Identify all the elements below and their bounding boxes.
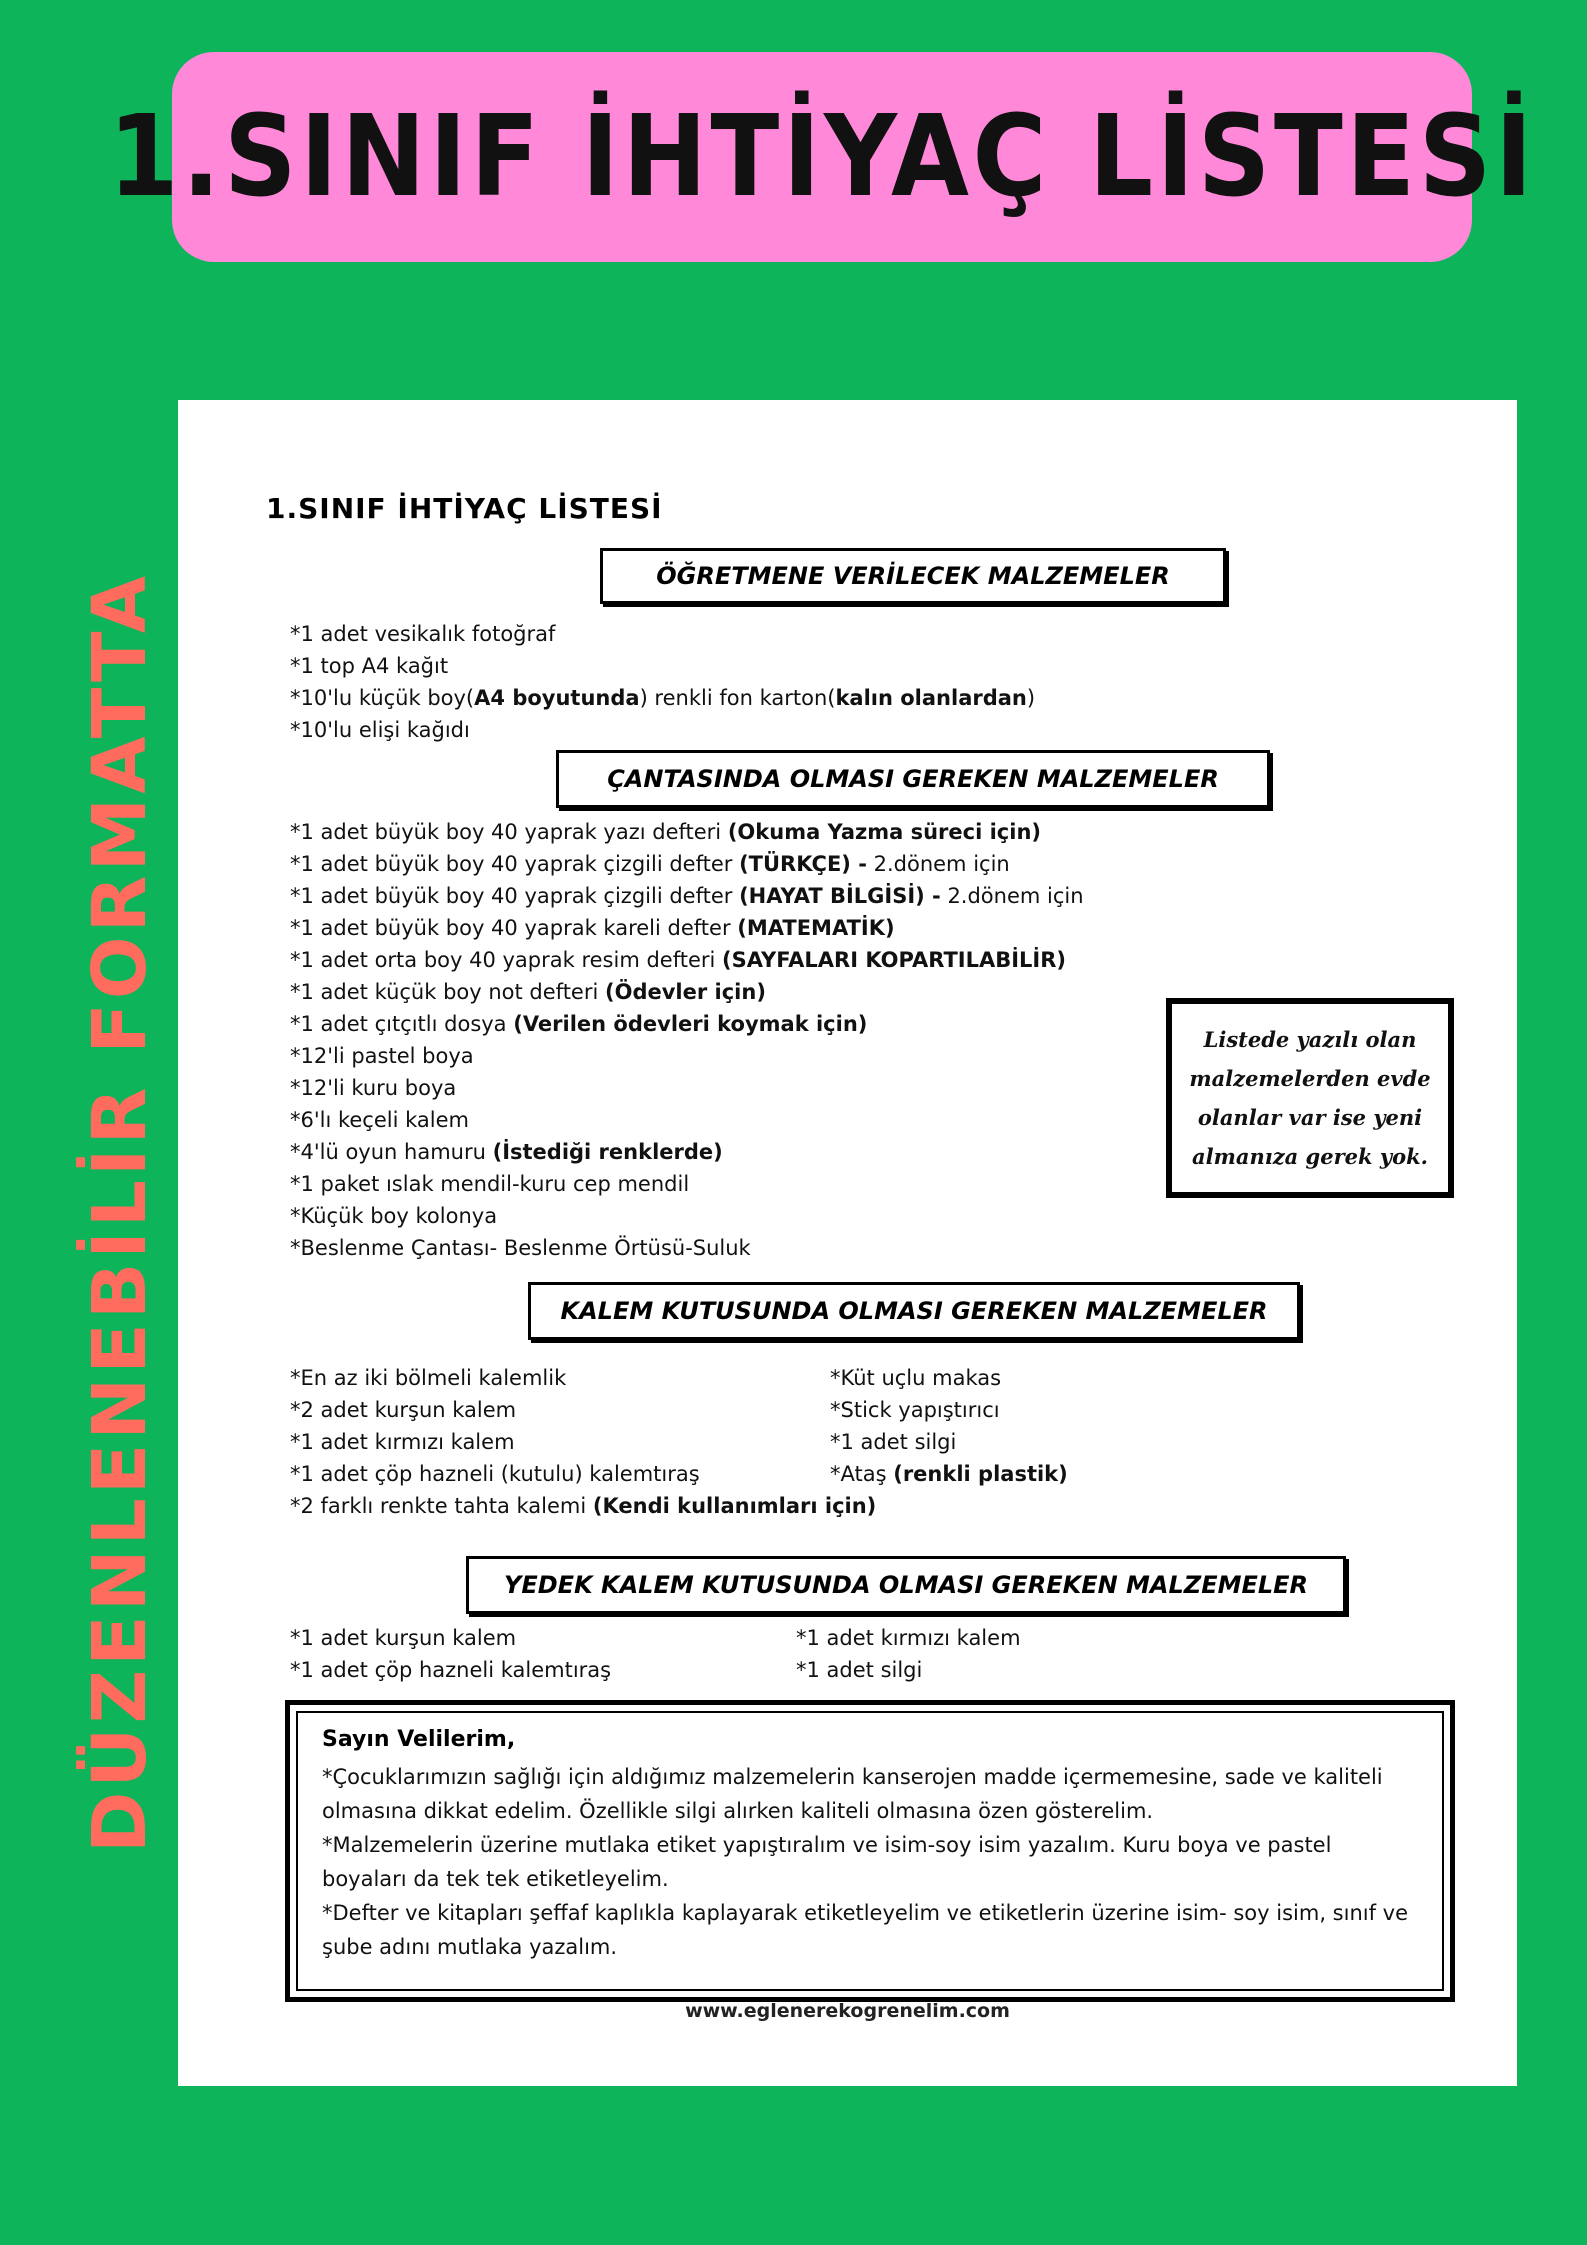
document-sheet: [178, 400, 1517, 2086]
note-box: [1166, 998, 1454, 1198]
list-item: [290, 976, 1084, 1008]
list-item-text-part: *4'lü oyun hamuru: [290, 1140, 493, 1164]
parents-paragraph-1: *Çocuklarımızın sağlığı için aldığımız malzemelerin kanserojen madde içermemesine, sade ve kaliteli olmasına dikkat edelim. Özellikle silgi alırken kaliteli olmasına özen gösterelim.: [322, 1765, 1383, 1823]
list-item-text-part: *1 adet orta boy 40 yaprak resim defteri: [290, 948, 723, 972]
section-heading-pencil-case: KALEM KUTUSUNDA OLMASI GEREKEN MALZEMELER: [528, 1282, 1300, 1340]
list-item-text-part: *1 paket ıslak mendil-kuru cep mendil: [290, 1172, 690, 1196]
document-title: 1.SINIF İHTİYAÇ LİSTESİ: [266, 492, 663, 525]
list-item: [290, 1426, 876, 1458]
list-item-bold-part: (MATEMATİK): [737, 916, 895, 940]
pencil-case-right-list: [830, 1362, 1068, 1490]
spare-pencil-case-left-list: [290, 1622, 611, 1686]
section-heading-spare-pencil-case: YEDEK KALEM KUTUSUNDA OLMASI GEREKEN MALZEMELER: [466, 1556, 1346, 1614]
list-item-text-part: *1 adet kırmızı kalem: [796, 1626, 1021, 1650]
list-item-text-part: *1 adet silgi: [796, 1658, 923, 1682]
parents-heading: Sayın Velilerim,: [322, 1727, 516, 1752]
list-item: [290, 1654, 611, 1686]
list-item-bold-part: (Kendi kullanımları için): [592, 1494, 877, 1518]
list-item-bold-part: A4 boyutunda: [474, 686, 640, 710]
list-item-text-part: *1 adet çöp hazneli kalemtıraş: [290, 1658, 612, 1682]
note-text: Listede yazılı olan malzemelerden evde olanlar var ise yeni almanıza gerek yok.: [1189, 1027, 1431, 1169]
list-item-text-part: *12'li pastel boya: [290, 1044, 474, 1068]
list-item-bold-part: (Ödevler için): [605, 980, 766, 1004]
list-item-bold-part: (SAYFALARI KOPARTILABİLİR): [722, 948, 1067, 972]
side-caption: DÜZENLENEBİLİR FORMATTA: [77, 572, 163, 1853]
list-item-text-part: *10'lu küçük boy(: [290, 686, 475, 710]
list-item-text-part: *1 adet büyük boy 40 yaprak çizgili defter: [290, 884, 740, 908]
list-item-text-part: *12'li kuru boya: [290, 1076, 457, 1100]
list-item-text-part: *1 adet büyük boy 40 yaprak kareli defter: [290, 916, 738, 940]
parents-note-inner: [296, 1711, 1444, 1991]
list-item: [290, 880, 1084, 912]
list-item: [290, 1394, 876, 1426]
list-item-bold-part: (İstediği renklerde): [492, 1140, 723, 1164]
list-item-bold-part: kalın olanlardan: [835, 686, 1027, 710]
list-item-text-part: 2.dönem için: [866, 852, 1010, 876]
teacher-items-list: [290, 618, 1035, 746]
list-item-text-part: *1 adet kırmızı kalem: [290, 1430, 515, 1454]
list-item: [290, 1072, 1084, 1104]
list-item-text-part: *6'lı keçeli kalem: [290, 1108, 469, 1132]
list-item-text-part: *1 adet vesikalık fotoğraf: [290, 622, 556, 646]
title-banner: [108, 52, 1536, 262]
list-item: [830, 1394, 1068, 1426]
list-item-bold-part: (Okuma Yazma süreci için): [727, 820, 1041, 844]
list-item: [290, 618, 1035, 650]
bag-items-list: [290, 816, 1084, 1264]
list-item: [290, 1622, 611, 1654]
list-item: [290, 1490, 876, 1522]
list-item: [290, 1232, 1084, 1264]
list-item: [290, 1136, 1084, 1168]
list-item-text-part: *Ataş: [830, 1462, 894, 1486]
pencil-case-left-list: [290, 1362, 876, 1522]
list-item-text-part: *1 adet büyük boy 40 yaprak yazı defteri: [290, 820, 728, 844]
list-item-text-part: *1 adet kurşun kalem: [290, 1626, 517, 1650]
list-item: [290, 1200, 1084, 1232]
list-item-text-part: *Küçük boy kolonya: [290, 1204, 498, 1228]
list-item: [830, 1426, 1068, 1458]
list-item-bold-part: (HAYAT BİLGİSİ) -: [739, 884, 941, 908]
list-item: [290, 848, 1084, 880]
list-item: [290, 1040, 1084, 1072]
spare-pencil-case-right-list: [796, 1622, 1021, 1686]
list-item-text-part: *1 adet küçük boy not defteri: [290, 980, 605, 1004]
list-item-text-part: *1 adet silgi: [830, 1430, 957, 1454]
list-item-text-part: *En az iki bölmeli kalemlik: [290, 1366, 567, 1390]
parents-paragraph-2: *Malzemelerin üzerine mutlaka etiket yapıştıralım ve isim-soy isim yazalım. Kuru boya ve pastel boyaları da tek tek etiketleyelim.: [322, 1833, 1332, 1891]
section-heading-bag: ÇANTASINDA OLMASI GEREKEN MALZEMELER: [556, 750, 1270, 808]
footer-url: www.eglenerekogrenelim.com: [685, 2000, 1010, 2022]
list-item-text-part: *2 adet kurşun kalem: [290, 1398, 517, 1422]
list-item: [290, 1458, 876, 1490]
list-item-bold-part: (TÜRKÇE) -: [739, 852, 867, 876]
list-item: [290, 650, 1035, 682]
list-item-bold-part: (Verilen ödevleri koymak için): [513, 1012, 868, 1036]
list-item-text-part: ): [1026, 686, 1036, 710]
list-item: [290, 1104, 1084, 1136]
list-item-bold-part: (renkli plastik): [893, 1462, 1068, 1486]
list-item-text-part: *10'lu elişi kağıdı: [290, 718, 470, 742]
list-item-text-part: *Beslenme Çantası- Beslenme Örtüsü-Suluk: [290, 1236, 751, 1260]
parents-note-box: [285, 1700, 1455, 2002]
list-item: [830, 1362, 1068, 1394]
list-item-text-part: *2 farklı renkte tahta kalemi: [290, 1494, 593, 1518]
list-item-text-part: 2.dönem için: [940, 884, 1084, 908]
list-item: [290, 1362, 876, 1394]
list-item-text-part: *1 adet büyük boy 40 yaprak çizgili defter: [290, 852, 740, 876]
list-item-text-part: *1 top A4 kağıt: [290, 654, 449, 678]
list-item: [290, 912, 1084, 944]
list-item-text-part: ) renkli fon karton(: [639, 686, 836, 710]
list-item: [290, 714, 1035, 746]
section-heading-teacher: ÖĞRETMENE VERİLECEK MALZEMELER: [600, 548, 1226, 604]
list-item: [796, 1622, 1021, 1654]
list-item-text-part: *1 adet çöp hazneli (kutulu) kalemtıraş: [290, 1462, 700, 1486]
list-item: [796, 1654, 1021, 1686]
list-item-text-part: *1 adet çıtçıtlı dosya: [290, 1012, 514, 1036]
list-item: [290, 1168, 1084, 1200]
list-item: [290, 682, 1035, 714]
list-item-text-part: *Stick yapıştırıcı: [830, 1398, 1000, 1422]
list-item: [830, 1458, 1068, 1490]
list-item: [290, 1008, 1084, 1040]
list-item: [290, 944, 1084, 976]
banner-title: 1.SINIF İHTİYAÇ LİSTESİ: [108, 92, 1536, 222]
parents-paragraph-3: *Defter ve kitapları şeffaf kaplıkla kaplayarak etiketleyelim ve etiketlerin üzerine isim- soy isim, sınıf ve şube adını mutlaka yazalım.: [322, 1901, 1409, 1959]
list-item: [290, 816, 1084, 848]
list-item-text-part: *Küt uçlu makas: [830, 1366, 1002, 1390]
